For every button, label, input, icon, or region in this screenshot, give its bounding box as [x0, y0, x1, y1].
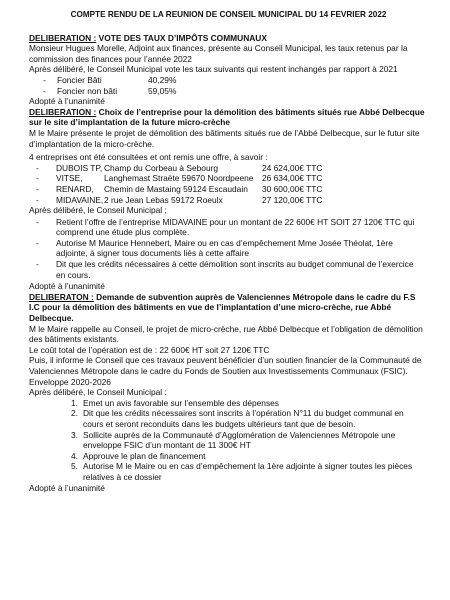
list-item [29, 398, 428, 409]
tax-name: Foncier non bâti [57, 85, 118, 96]
offer-row [29, 184, 428, 195]
tax-rate-row [29, 75, 428, 86]
list-number: 3. [71, 429, 78, 440]
offer-amount: 30 600,00€ TTC [262, 183, 323, 194]
offer-address: 2 rue Jean Lebas 59172 Roeulx [104, 194, 223, 205]
section-heading [29, 292, 428, 324]
list-number: 1. [71, 397, 78, 408]
paragraph: Monsieur Hugues Morelle, Adjoint aux finances, présente au Conseil Municipal, les taux retenus par la commission des finances pour l’année 2022 [29, 43, 408, 64]
list-item [29, 430, 428, 451]
adoption-status: Adopté à l’unanimité [29, 281, 105, 292]
paragraph: Puis, il informe le Conseil que ces travaux peuvent bénéficier d’un soutien financier de la Communauté de Valenciennes Métropole dans le cadre du Fonds de Soutien aux Investissements Communaux (FSIC). [29, 355, 422, 376]
offer-amount: 24 624,00€ TTC [262, 162, 323, 173]
list-dash: - [36, 194, 39, 205]
offer-address: Champ du Corbeau à Sebourg [104, 162, 219, 173]
deliberation-title: Choix de l’entreprise pour la démolition des bâtiments situés rue Abbé Delbecque sur le site d’implantation de la future micro-crèche [29, 106, 425, 128]
list-item-text: Retient l’offre de l’entreprise MIDAVAINE pour un montant de 22 600€ HT SOIT 27 120€ TTC qui comprend une étude plus complète. [56, 216, 415, 238]
offer-row [29, 163, 428, 174]
offer-company: RENARD, [56, 183, 94, 194]
list-number: 2. [71, 408, 78, 419]
offer-company: DUBOIS TP, [56, 162, 103, 173]
list-dash: - [43, 85, 46, 96]
list-item [29, 217, 428, 238]
paragraph: 4 entreprises ont été consultées et ont remis une offre, à savoir : [29, 152, 268, 163]
deliberation-subsidy-request [29, 292, 428, 493]
deliberation-label: DELIBERATION : [29, 32, 97, 43]
list-item-text: Dit que les crédits nécessaires sont inscrits à l’opération N°11 du budget communal en cours et seront reconduits dans les budgets ultérieurs tant que de besoin. [83, 408, 404, 429]
offer-address: Chemin de Mastaing 59124 Escaudain [104, 183, 248, 194]
deliberation-label: DELIBERATION : [29, 106, 97, 117]
adoption-status: Adopté à l’unanimité [29, 482, 105, 493]
list-item-text: Autorise M le Maire ou en cas d’empêchement la 1ère adjointe à signer toutes les pièces relatives à ce dossier [83, 461, 413, 482]
offer-row [29, 195, 428, 206]
offer-row [29, 173, 428, 184]
list-item-text: Emet un avis favorable sur l’ensemble des dépenses [83, 397, 279, 408]
deliberation-label: DELIBERATON : [29, 291, 94, 302]
list-item [29, 461, 428, 482]
list-dash: - [43, 74, 46, 85]
list-dash: - [36, 216, 39, 227]
offer-amount: 27 120,00€ TTC [262, 194, 323, 205]
list-number: 4. [71, 450, 78, 461]
list-item [29, 451, 428, 462]
tax-rate: 59,05% [148, 85, 177, 96]
paragraph: Après délibéré, le Conseil Municipal : [29, 387, 167, 398]
paragraph: Après délibéré, le Conseil Municipal ; [29, 205, 167, 216]
paragraph: Enveloppe 2020-2026 [29, 376, 111, 387]
deliberation-demolition-contractor [29, 107, 428, 292]
deliberation-title: VOTE DES TAUX D’IMPÔTS COMMUNAUX [96, 32, 267, 43]
adoption-status: Adopté à l’unanimité [29, 96, 105, 107]
paragraph: Le coût total de l’opération est de : 22 600€ HT soit 27 120€ TTC [29, 344, 270, 355]
paragraph: M le Maire rappelle au Conseil, le projet de micro-crèche, rue Abbé Delbecque et l’obligation de démolition des bâtiments existants. [29, 323, 423, 345]
list-number: 5. [71, 461, 78, 472]
document-title: COMPTE RENDU DE LA REUNION DE CONSEIL MUNICIPAL DU 14 FEVRIER 2022 [70, 10, 387, 19]
section-heading [29, 33, 428, 44]
list-dash: - [36, 173, 39, 184]
paragraph: Après délibéré, le Conseil Municipal vote les taux suivants qui restent inchangés par rapport à 2021 [29, 64, 398, 75]
list-item [29, 408, 428, 429]
deliberation-title: Demande de subvention auprès de Valenciennes Métropole dans le cadre du F.S I.C pour la démolition des bâtiments en vue de l’implantation d’une micro-crèche, rue Abbé Delbecque. [29, 291, 416, 324]
offer-company: VITSE, [56, 173, 83, 184]
tax-rate-row [29, 86, 428, 97]
tax-rate: 40,29% [148, 74, 177, 85]
list-item-text: Sollicite auprès de la Communauté d’Agglomération de Valenciennes Métropole une enveloppe FSIC d’un montant de 11 300€ HT [83, 429, 396, 451]
list-dash: - [36, 162, 39, 173]
list-dash: - [36, 237, 39, 248]
tax-name: Foncier Bâti [57, 74, 102, 85]
section-heading [29, 107, 428, 128]
offer-amount: 26 634,00€ TTC [262, 173, 323, 184]
offer-company: MIDAVAINE, [56, 194, 104, 205]
decision-list [29, 217, 428, 281]
paragraph: M le Maire présente le projet de démolition des bâtiments situés rue de l’Abbé Delbecque, sur le futur site d’implantation de la micro-crèche. [29, 127, 420, 149]
list-item [29, 259, 428, 280]
list-item-text: Approuve le plan de financement [83, 450, 206, 461]
numbered-list [29, 398, 428, 483]
offer-address: Langhemast Straëte 59670 Noordpeene [104, 173, 254, 184]
deliberation-taxes [29, 33, 428, 107]
list-item-text: Dit que les crédits nécessaires à cette démolition sont inscrits au budget communal de l’exercice en cours. [56, 259, 414, 280]
offers-list [29, 163, 428, 205]
list-dash: - [36, 183, 39, 194]
list-dash: - [36, 259, 39, 270]
list-item-text: Autorise M Maurice Hennebert, Maire ou en cas d’empêchement Mme Josée Théolat, 1ère adjointe, à signer tous documents liés à cette affaire [56, 237, 393, 259]
list-item [29, 238, 428, 259]
